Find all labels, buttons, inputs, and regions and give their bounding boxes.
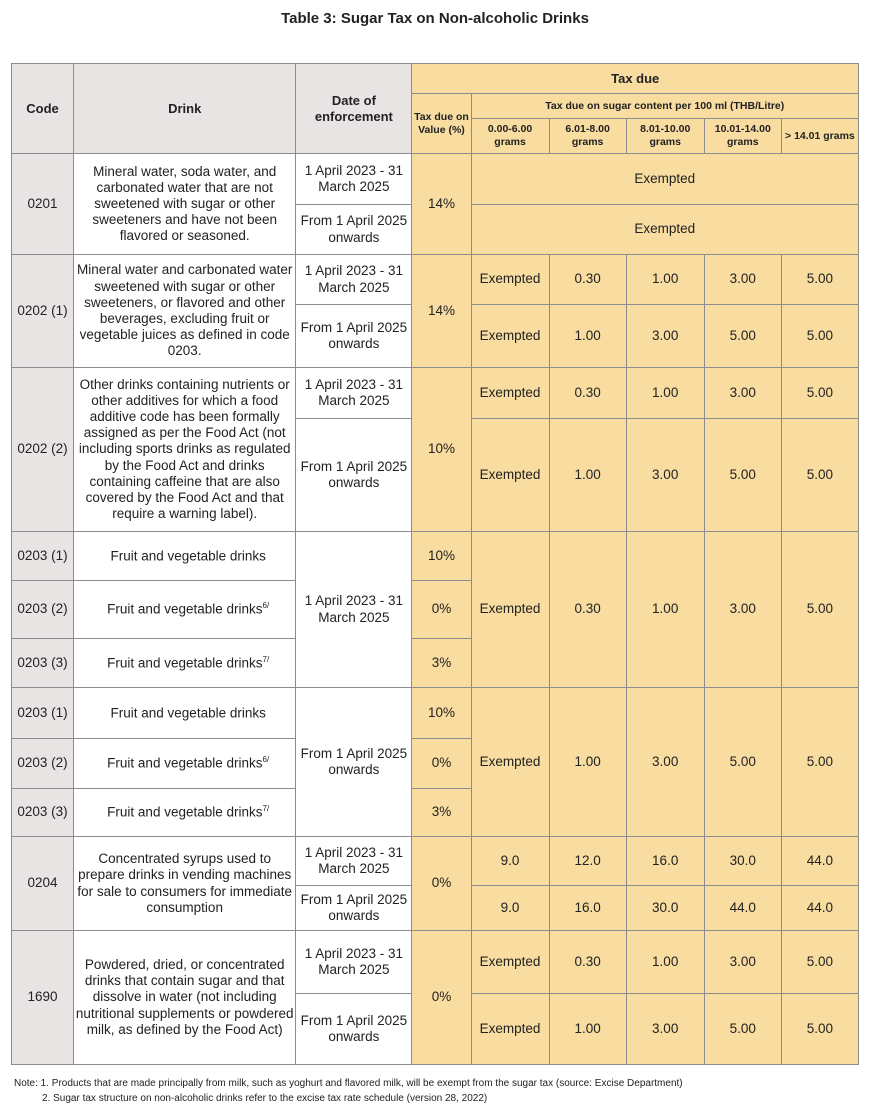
row-code: 0203 (1) <box>12 532 74 581</box>
row-tax-value: 0% <box>412 931 471 1065</box>
rate-cell: Exempted <box>471 931 549 994</box>
row-date: From 1 April 2025 onwards <box>296 994 412 1065</box>
rate-cell: 5.00 <box>781 255 858 305</box>
header-tax-due: Tax due <box>412 64 859 94</box>
row-drink: Mineral water and carbonated water sweetened with sugar or other sweeteners, or flavored and other beverages, excluding fruit or vegetable juices as defined in code 0203. <box>74 255 296 368</box>
rate-cell: 3.00 <box>704 931 781 994</box>
row-drink: Fruit and vegetable drinks <box>74 532 296 581</box>
header-band: 8.01-10.00 grams <box>626 119 704 154</box>
rate-exempted: Exempted <box>471 205 859 255</box>
row-date: From 1 April 2025 onwards <box>296 205 412 255</box>
rate-cell: 1.00 <box>626 931 704 994</box>
rate-cell: 16.0 <box>549 886 626 931</box>
row-drink: Fruit and vegetable drinks <box>74 688 296 739</box>
table-title: Table 3: Sugar Tax on Non-alcoholic Drinks <box>281 10 589 27</box>
rate-cell: 5.00 <box>704 305 781 368</box>
rate-cell: 44.0 <box>781 837 858 886</box>
row-code: 0203 (1) <box>12 688 74 739</box>
rate-cell: 5.00 <box>704 994 781 1065</box>
rate-cell: 5.00 <box>781 368 858 419</box>
rate-cell: 30.0 <box>704 837 781 886</box>
rate-cell: 44.0 <box>704 886 781 931</box>
rate-cell: 5.00 <box>781 994 858 1065</box>
rate-cell: 3.00 <box>704 255 781 305</box>
header-band: 0.00-6.00 grams <box>471 119 549 154</box>
rate-cell: 0.30 <box>549 255 626 305</box>
row-tax-value: 0% <box>412 581 471 639</box>
row-drink: Other drinks containing nutrients or other additives for which a food additive code has been formally assigned as per the Food Act (not including sports drinks as regulated by the Food Act and drinks containing caffeine that are also covered by the Food Act and that require a warning label). <box>74 368 296 532</box>
rate-cell: Exempted <box>471 994 549 1065</box>
row-tax-value: 10% <box>412 368 471 532</box>
header-date: Date of enforcement <box>296 64 412 154</box>
rate-cell: 16.0 <box>626 837 704 886</box>
rate-cell: 3.00 <box>626 305 704 368</box>
row-tax-value: 3% <box>412 639 471 688</box>
rate-cell: Exempted <box>471 368 549 419</box>
rate-cell: 3.00 <box>626 419 704 532</box>
row-tax-value: 10% <box>412 688 471 739</box>
rate-cell: 1.00 <box>549 305 626 368</box>
row-tax-value: 14% <box>412 255 471 368</box>
rate-cell: 0.30 <box>549 368 626 419</box>
row-code: 0203 (3) <box>12 789 74 837</box>
rate-cell: 1.00 <box>549 994 626 1065</box>
header-band: 6.01-8.00 grams <box>549 119 626 154</box>
rate-cell: 1.00 <box>549 688 626 837</box>
header-band: 10.01-14.00 grams <box>704 119 781 154</box>
rate-cell: 0.30 <box>549 931 626 994</box>
row-date: From 1 April 2025 onwards <box>296 305 412 368</box>
row-tax-value: 0% <box>412 739 471 789</box>
row-drink: Mineral water, soda water, and carbonated water that are not sweetened with sugar or other sweeteners and have not been flavored or seasoned. <box>74 154 296 255</box>
rate-cell: 1.00 <box>626 368 704 419</box>
rate-cell: Exempted <box>471 688 549 837</box>
rate-cell: Exempted <box>471 532 549 688</box>
rate-cell: 1.00 <box>626 532 704 688</box>
row-drink: Fruit and vegetable drinks$^{6/}$ <box>74 739 296 789</box>
row-code: 0203 (3) <box>12 639 74 688</box>
row-date: 1 April 2023 - 31 March 2025 <box>296 532 412 688</box>
row-code: 0201 <box>12 154 74 255</box>
rate-cell: 9.0 <box>471 837 549 886</box>
row-date: 1 April 2023 - 31 March 2025 <box>296 931 412 994</box>
sugar-tax-table <box>11 63 859 1065</box>
header-drink: Drink <box>74 64 296 154</box>
rate-cell: Exempted <box>471 305 549 368</box>
row-code: 0203 (2) <box>12 581 74 639</box>
rate-cell: 9.0 <box>471 886 549 931</box>
rate-cell: 44.0 <box>781 886 858 931</box>
row-code: 0204 <box>12 837 74 931</box>
rate-cell: 0.30 <box>549 532 626 688</box>
rate-cell: 1.00 <box>549 419 626 532</box>
rate-cell: 5.00 <box>704 419 781 532</box>
row-code: 0203 (2) <box>12 739 74 789</box>
header-band: > 14.01 grams <box>781 119 858 154</box>
row-code: 0202 (1) <box>12 255 74 368</box>
rate-cell: 5.00 <box>781 688 858 837</box>
row-code: 1690 <box>12 931 74 1065</box>
header-code: Code <box>12 64 74 154</box>
rate-cell: 1.00 <box>626 255 704 305</box>
rate-cell: 5.00 <box>781 931 858 994</box>
row-tax-value: 0% <box>412 837 471 931</box>
row-date: 1 April 2023 - 31 March 2025 <box>296 837 412 886</box>
row-tax-value: 10% <box>412 532 471 581</box>
row-drink: Fruit and vegetable drinks$^{6/}$ <box>74 581 296 639</box>
row-date: From 1 April 2025 onwards <box>296 886 412 931</box>
row-drink: Powdered, dried, or concentrated drinks that contain sugar and that dissolve in water (not including nutritional supplements or powdered milk, as defined by the Food Act) <box>74 931 296 1065</box>
rate-cell: 12.0 <box>549 837 626 886</box>
rate-cell: 30.0 <box>626 886 704 931</box>
row-tax-value: 3% <box>412 789 471 837</box>
rate-cell: 3.00 <box>626 688 704 837</box>
rate-cell: Exempted <box>471 255 549 305</box>
row-drink: Fruit and vegetable drinks$^{7/}$ <box>74 789 296 837</box>
row-date: From 1 April 2025 onwards <box>296 419 412 532</box>
footnote-1: Note: 1. Products that are made principally from milk, such as yoghurt and flavored milk, will be exempt from the sugar tax (source: Excise Department) <box>14 1078 683 1089</box>
row-date: 1 April 2023 - 31 March 2025 <box>296 154 412 205</box>
footnote-2: 2. Sugar tax structure on non-alcoholic drinks refer to the excise tax rate schedule (version 28, 2022) <box>42 1092 488 1104</box>
rate-cell: 3.00 <box>704 368 781 419</box>
header-tax-on-value: Tax due on Value (%) <box>412 94 471 154</box>
row-drink: Fruit and vegetable drinks$^{7/}$ <box>74 639 296 688</box>
header-tax-on-sugar: Tax due on sugar content per 100 ml (THB/Litre) <box>471 94 859 119</box>
rate-cell: 3.00 <box>704 532 781 688</box>
rate-exempted: Exempted <box>471 154 859 205</box>
rate-cell: 5.00 <box>781 419 858 532</box>
row-date: 1 April 2023 - 31 March 2025 <box>296 368 412 419</box>
row-date: From 1 April 2025 onwards <box>296 688 412 837</box>
rate-cell: 5.00 <box>781 305 858 368</box>
row-tax-value: 14% <box>412 154 471 255</box>
row-code: 0202 (2) <box>12 368 74 532</box>
rate-cell: 5.00 <box>704 688 781 837</box>
row-drink: Concentrated syrups used to prepare drinks in vending machines for sale to consumers for immediate consumption <box>74 837 296 931</box>
footnotes <box>14 1077 683 1106</box>
rate-cell: Exempted <box>471 419 549 532</box>
rate-cell: 5.00 <box>781 532 858 688</box>
row-date: 1 April 2023 - 31 March 2025 <box>296 255 412 305</box>
rate-cell: 3.00 <box>626 994 704 1065</box>
